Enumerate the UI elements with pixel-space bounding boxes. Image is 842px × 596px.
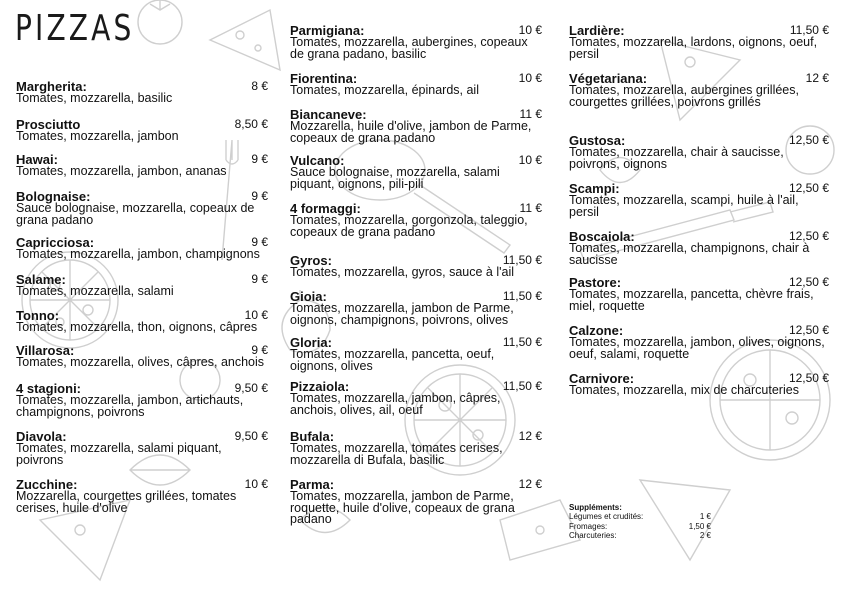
menu-item [290,154,544,190]
pizza-price: 11 € [519,107,542,121]
supplements-box [569,503,711,541]
pizza-price: 11,50 € [502,335,542,349]
pizza-ingredients: Tomates, mozzarella, mix de charcuteries [569,383,799,397]
pizza-price: 10 € [244,477,268,491]
menu-item [16,190,270,226]
pizza-ingredients: Tomates, mozzarella, jambon, ananas [16,164,227,178]
pizza-price: 12,50 € [788,181,829,195]
menu-item [16,309,270,334]
pizza-ingredients: Mozzarella, huile d'olive, jambon de Parme, copeaux de grana padano [290,119,532,145]
pizza-name: Bufala: [290,429,335,444]
menu-item [290,290,544,326]
supplement-price: 2 € [699,531,711,541]
supplements-title: Suppléments: [569,503,622,512]
menu-item [290,336,544,372]
pizza-name: Gustosa: [569,133,626,148]
pizza-name: Zucchine: [16,477,78,492]
pizza-name: 4 formaggi: [290,201,361,216]
pizza-price: 12,50 € [788,275,829,289]
pizza-price: 12,50 € [788,229,829,243]
pizza-price: 9 € [251,152,268,166]
pizza-price: 9,50 € [234,381,268,395]
pizza-price: 9 € [251,272,268,286]
pizza-ingredients: Tomates, mozzarella, jambon, champignons [16,247,260,261]
pizza-name: Carnivore: [569,371,635,386]
supplement-label: Charcuteries: [569,531,617,541]
pizza-name: Gioia: [290,289,327,304]
pizza-name: 4 stagioni: [16,381,82,396]
pizza-ingredients: Tomates, mozzarella, épinards, ail [290,83,479,97]
pizza-ingredients: Mozzarella, courgettes grillées, tomates cerises, huile d'olive [16,489,237,515]
menu-item [290,254,544,279]
pizza-slice-doodle [210,10,280,70]
pizza-ingredients: Tomates, mozzarella, jambon, câpres, anchois, olives, ail, oeuf [290,391,501,417]
pizza-ingredients: Tomates, mozzarella, basilic [16,91,173,105]
pizza-ingredients: Tomates, mozzarella, jambon de Parme, roquette, huile d'olive, copeaux de grana padano [290,489,515,526]
pizza-price: 11,50 € [789,23,829,37]
pizza-ingredients: Tomates, mozzarella, champignons, chair à saucisse [569,241,810,267]
pizza-name: Boscaiola: [569,229,635,244]
pizza-name: Tonno: [16,308,60,323]
page-title: PIZZAS [15,8,135,49]
menu-item [16,344,270,369]
menu-item [569,372,831,397]
pizza-ingredients: Tomates, mozzarella, aubergines, copeaux de grana padano, basilic [290,35,528,61]
pizza-name: Parmigiana: [290,23,365,38]
pizza-price: 10 € [518,153,542,167]
menu-item [569,72,831,108]
menu-item [569,134,831,170]
pizza-name: Villarosa: [16,343,75,358]
supplement-row [569,522,711,531]
menu-item [16,382,270,418]
pizza-name: Pizzaiola: [290,379,350,394]
pizza-price: 9 € [251,235,268,249]
supplement-price: 1 € [699,512,711,522]
pizza-name: Scampi: [569,181,620,196]
menu-item [16,273,270,298]
pizza-price: 8,50 € [234,117,268,131]
menu-item [16,236,270,261]
pizza-ingredients: Tomates, mozzarella, salami piquant, poivrons [16,441,222,467]
pizza-ingredients: Tomates, mozzarella, jambon, artichauts, champignons, poivrons [16,393,244,419]
menu-item [569,276,831,312]
pizza-price: 9 € [251,189,268,203]
pizza-ingredients: Tomates, mozzarella, jambon, olives, oignons, oeuf, salami, roquette [569,335,825,361]
pizza-name: Parma: [290,477,335,492]
pizza-price: 12 € [518,477,542,491]
pizza-name: Gloria: [290,335,332,350]
menu-item [290,108,544,144]
pizza-name: Végetariana: [569,71,648,86]
pizza-price: 10 € [518,23,542,37]
menu-item [569,230,831,266]
supplement-label: Fromages: [569,521,608,531]
supplement-price: 1,50 € [688,521,711,531]
pizza-name: Bolognaise: [16,189,91,204]
pizza-ingredients: Tomates, mozzarella, thon, oignons, câpres [16,320,258,334]
pizza-ingredients: Sauce bolognaise, mozzarella, salami piquant, oignons, pili-pili [290,165,500,191]
pizza-ingredients: Tomates, mozzarella, tomates cerises, mozzarella di Bufala, basilic [290,441,503,467]
supplement-label: Légumes et crudités: [569,512,644,522]
pizza-name: Lardière: [569,23,625,38]
supplement-row [569,512,711,521]
pizza-name: Prosciutto [16,117,81,132]
pizza-price: 12 € [518,429,542,443]
pizza-name: Margherita: [16,79,87,94]
pizza-ingredients: Tomates, mozzarella, jambon de Parme, oignons, champignons, poivrons, olives [290,301,514,327]
pizza-price: 12 € [805,71,829,85]
menu-item [290,202,544,238]
pizza-ingredients: Tomates, mozzarella, gorgonzola, taleggio, copeaux de grana padano [290,213,528,239]
pizza-name: Biancaneve: [290,107,367,122]
pizza-name: Diavola: [16,429,67,444]
pizza-price: 10 € [518,71,542,85]
pizza-ingredients: Tomates, mozzarella, salami [16,284,174,298]
menu-item [16,430,270,466]
pizza-ingredients: Tomates, mozzarella, olives, câpres, anchois [16,355,265,369]
menu-item [290,24,544,60]
pizza-name: Fiorentina: [290,71,358,86]
pizza-ingredients: Tomates, mozzarella, gyros, sauce à l'ail [290,265,515,279]
pizza-name: Calzone: [569,323,624,338]
menu-item [16,80,270,105]
pizza-name: Gyros: [290,253,332,268]
pizza-ingredients: Tomates, mozzarella, chair à saucisse, poivrons, oignons [569,145,784,171]
pizza-ingredients: Tomates, mozzarella, lardons, oignons, oeuf, persil [569,35,818,61]
menu-item [290,72,544,97]
pizza-price: 8 € [251,79,268,93]
pizza-price: 11,50 € [502,379,542,393]
pizza-price: 9 € [251,343,268,357]
pizza-price: 11,50 € [502,253,542,267]
menu-item [290,478,544,526]
pizza-ingredients: Tomates, mozzarella, jambon [16,129,179,143]
pizza-price: 10 € [244,308,268,322]
tomato-doodle [138,0,182,44]
menu-item [290,380,544,416]
menu-item [16,118,270,143]
menu-item [569,24,831,60]
pizza-price: 12,50 € [788,323,829,337]
pizza-name: Pastore: [569,275,622,290]
pizza-ingredients: Sauce bolognaise, mozzarella, copeaux de grana padano [16,201,255,227]
pizza-ingredients: Tomates, mozzarella, pancetta, chèvre frais, miel, roquette [569,287,814,313]
pizza-price: 11,50 € [502,289,542,303]
menu-item [569,324,831,360]
pizza-price: 12,50 € [788,371,829,385]
pizza-ingredients: Tomates, mozzarella, scampi, huile à l'ail, persil [569,193,799,219]
pizza-price: 12,50 € [788,133,829,147]
pizza-name: Hawai: [16,152,58,167]
pizza-ingredients: Tomates, mozzarella, pancetta, oeuf, oignons, olives [290,347,495,373]
pizza-name: Salame: [16,272,66,287]
menu-item [16,153,270,178]
menu-item [569,182,831,218]
pizza-price: 11 € [519,201,542,215]
menu-item [16,478,270,514]
pizza-price: 9,50 € [234,429,268,443]
pizza-name: Vulcano: [290,153,345,168]
pizza-name: Capricciosa: [16,235,95,250]
supplement-row [569,531,711,540]
pizza-ingredients: Tomates, mozzarella, aubergines grillées, courgettes grillées, poivrons grillés [569,83,799,109]
menu-item [290,430,544,466]
